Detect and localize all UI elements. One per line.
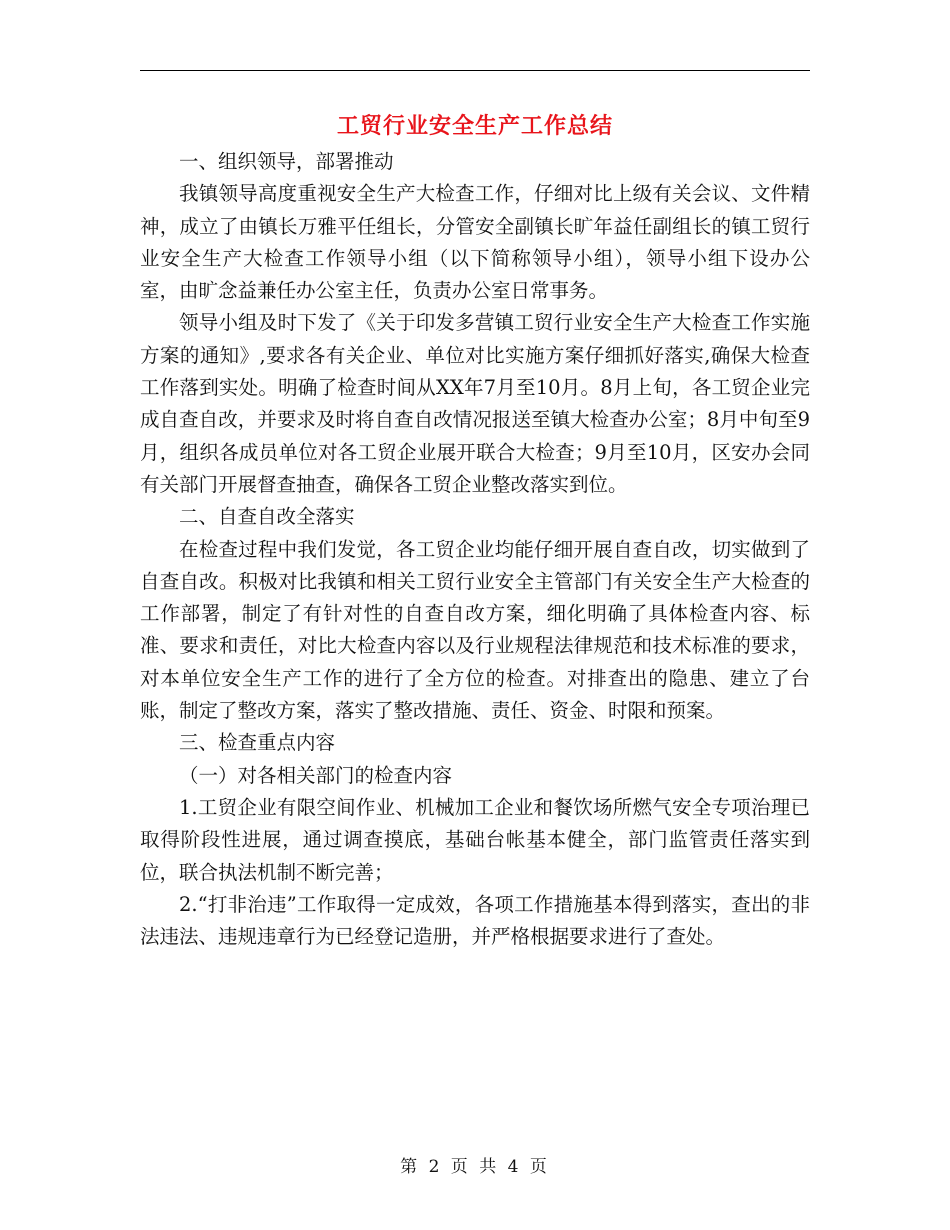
subsection-heading-1: （一）对各相关部门的检查内容 (179, 763, 453, 787)
list-item-2: 2.“打非治违”工作取得一定成效，各项工作措施基本得到落实，查出的非法违法、违规违章行为已经登记造册，并严格根据要求进行了查处。 (140, 892, 810, 949)
header-rule (140, 70, 810, 71)
document-title: 工贸行业安全生产工作总结 (336, 113, 613, 139)
paragraph-3: 在检查过程中我们发觉，各工贸企业均能仔细开展自查自改，切实做到了自查自改。积极对比我镇和相关工贸行业安全主管部门有关安全生产大检查的工作部署，制定了有针对性的自查自改方案，细化明确了具体检查内容、标准、要求和责任，对比大检查内容以及行业规程法律规范和技术标准的要求，对本单位安全生产工作的进行了全方位的检查。对排查出的隐患、建立了台账，制定了整改方案，落实了整改措施、责任、资金、时限和预案。 (140, 537, 810, 723)
section-heading-3: 三、检查重点内容 (179, 731, 336, 755)
section-heading-1: 一、组织领导，部署推动 (179, 150, 394, 173)
list-item-1: 1.工贸企业有限空间作业、机械加工企业和餐饮场所燃气安全专项治理已取得阶段性进展，通过调查摸底，基础台帐基本健全，部门监管责任落实到位，联合执法机制不断完善； (140, 795, 810, 884)
paragraph-2: 领导小组及时下发了《关于印发多营镇工贸行业安全生产大检查工作实施方案的通知》,要求各有关企业、单位对比实施方案仔细抓好落实,确保大检查工作落到实处。明确了检查时间从XX年7月至10月。8月上旬，各工贸企业完成自查自改，并要求及时将自查自改情况报送至镇大检查办公室；8月中旬至9月，组织各成员单位对各工贸企业展开联合大检查；9月至10月，区安办会同有关部门开展督查抽查，确保各工贸企业整改落实到位。 (140, 311, 810, 496)
page-number: 第 2 页 共 4 页 (400, 1157, 550, 1177)
paragraph-1: 我镇领导高度重视安全生产大检查工作，仔细对比上级有关会议、文件精神，成立了由镇长万雅平任组长，分管安全副镇长旷年益任副组长的镇工贸行业安全生产大检查工作领导小组（以下简称领导小组），领导小组下设办公室，由旷念益兼任办公室主任，负责办公室日常事务。 (140, 182, 810, 303)
section-heading-2: 二、自查自改全落实 (179, 505, 355, 529)
document-body (140, 106, 810, 953)
